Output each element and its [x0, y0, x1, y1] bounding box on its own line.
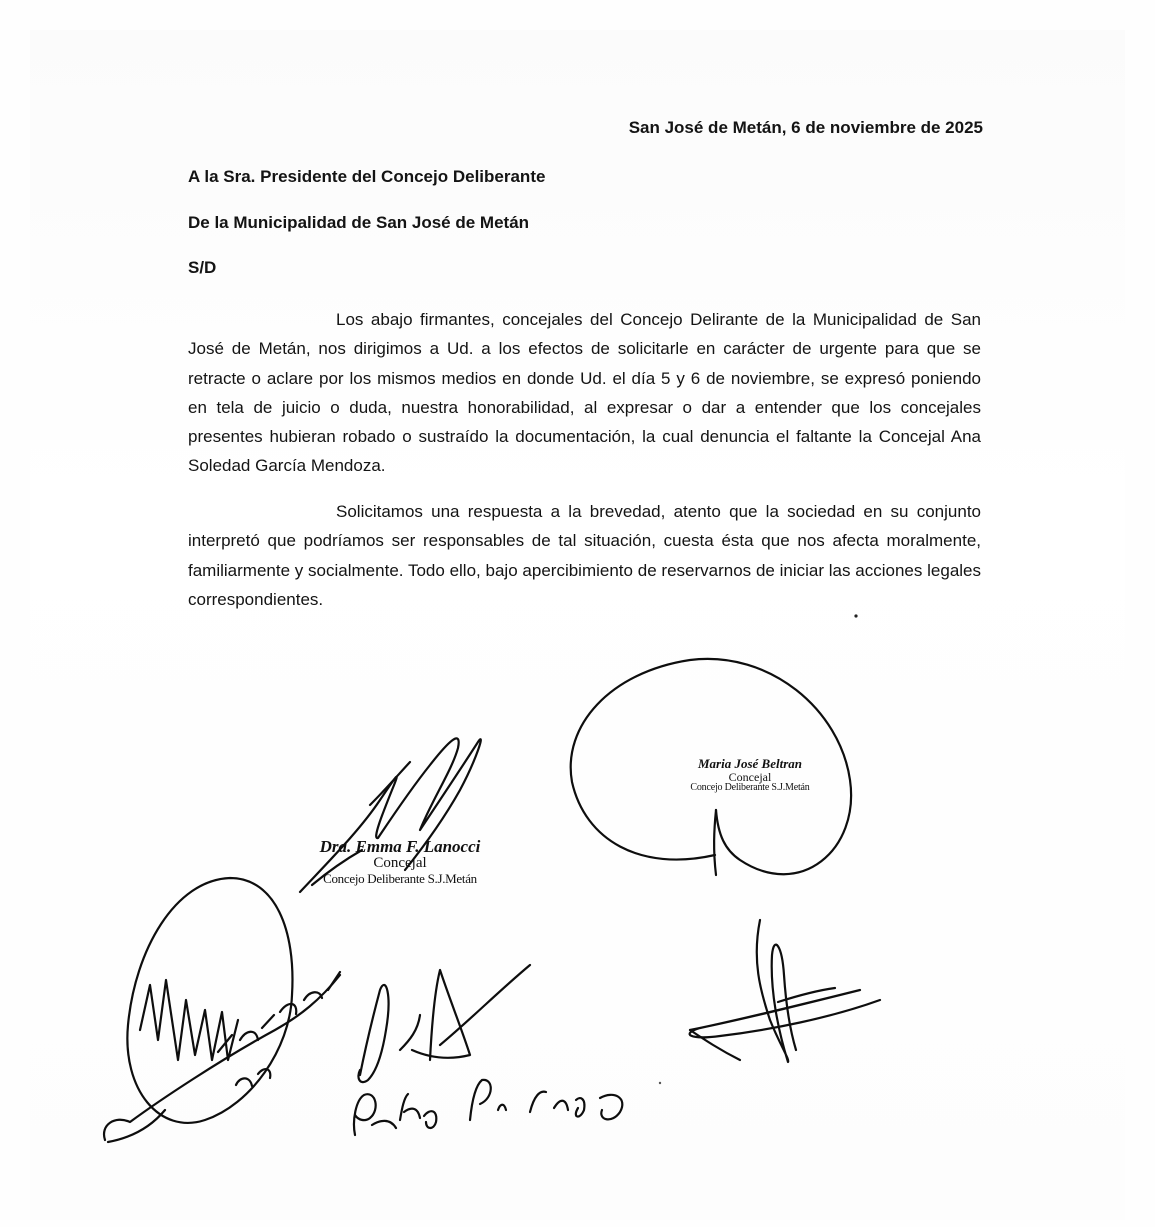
signature-stamp-1 [300, 838, 500, 885]
signature-stamp-2 [645, 757, 855, 794]
stamp-2-body: Concejo Deliberante S.J.Metán [690, 782, 810, 794]
date-line: San José de Metán, 6 de noviembre de 2025 [628, 118, 983, 137]
addressee-line-2: De la Municipalidad de San José de Metán [188, 213, 530, 232]
stamp-2-name: Maria José Beltran [697, 756, 802, 771]
stamp-1-body: Concejo Deliberante S.J.Metán [323, 870, 477, 886]
stamp-1-role: Concejal [373, 854, 427, 871]
stamp-2-role: Concejal [728, 769, 772, 784]
addressee-line-1: A la Sra. Presidente del Concejo Deliberante [188, 167, 546, 186]
body-paragraph-2: Solicitamos una respuesta a la brevedad, atento que la sociedad en su conjunto interpretó que podríamos ser responsables de tal situación, cuesta ésta que nos afecta moralmente, familiarmente y socialmente. Todo ello, bajo apercibimiento de reservarnos de iniciar las acciones legales correspondientes. [188, 502, 981, 609]
stamp-1-name: Dra. Emma F. Lanocci [319, 837, 481, 856]
scanned-sheet [30, 30, 1125, 1220]
addressee-line-3: S/D [188, 258, 217, 277]
body-paragraph-1: Los abajo firmantes, concejales del Concejo Delirante de la Municipalidad de San José de Metán, nos dirigimos a Ud. a los efectos de solicitarle en carácter de urgente para que se retracte o aclare por los mismos medios en donde Ud. el día 5 y 6 de noviembre, se expresó poniendo en tela de juicio o duda, nuestra honorabilidad, al expresar o dar a entender que los concejales presentes hubieran robado o sustraído la documentación, la cual denuncia el faltante la Concejal Ana Soledad García Mendoza. [188, 310, 981, 476]
